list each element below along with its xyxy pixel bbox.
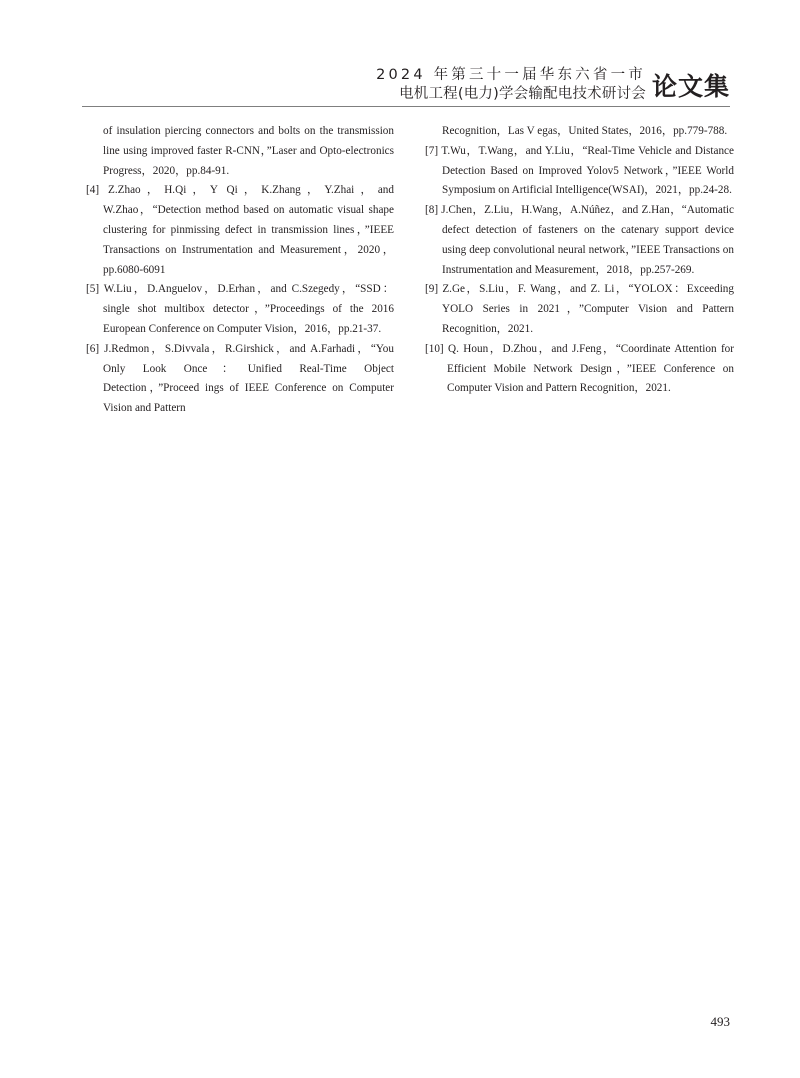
reference-4: [4] Z.Zhao，H.Qi，Y Qi，K.Zhang，Y.Zhai，and W.Zhao，“Detection method based on automatic visual shape clustering for pinmissing defect in transmission lines，”IEEE Transactions on Instrumentation and Measurement，2020，pp.6080-6091	[86, 184, 394, 276]
reference-6-continued: Recognition，Las V egas，United States，2016，pp.779-788.	[442, 125, 728, 137]
header-brand: 论文集	[651, 72, 730, 101]
running-header	[376, 66, 730, 104]
reference-10: [10] Q. Houn，D.Zhou，and J.Feng，“Coordinate Attention for Efficient Mobile Network Design，”IEEE Conference on Computer Vision and Pattern Recognition，2021.	[425, 342, 734, 395]
reference-5: [5] W.Liu，D.Anguelov，D.Erhan，and C.Szegedy，“SSD：single shot multibox detector，”Proceedings of the 2016 European Conference on Computer Vision，2016，pp.21-37.	[86, 283, 394, 335]
header-line-1: 2024 年第三十一届华东六省一市	[376, 67, 646, 83]
reference-8: [8] J.Chen，Z.Liu，H.Wang，A.Núñez，and Z.Han，“Automatic defect detection of fasteners on the catenary support device using deep convolutional neural network，”IEEE Transactions on Instrumentation and Measurement，2018，pp.257-269.	[425, 204, 734, 276]
header-title-block	[376, 66, 646, 104]
references-left-column	[86, 122, 394, 419]
header-line-2: 电机工程(电力)学会输配电技术研讨会	[399, 86, 646, 102]
header-rule	[82, 106, 730, 107]
references-right-column	[425, 122, 734, 399]
reference-3-continued: of insulation piercing connectors and bolts on the transmission line using improved faster R-CNN，”Laser and Opto-electronics Progress，2020，pp.84-91.	[103, 125, 394, 177]
reference-6: [6] J.Redmon，S.Divvala，R.Girshick，and A.Farhadi，“You Only Look Once：Unified Real-Time Object Detection，”Proceed ings of IEEE Conference on Computer Vision and Pattern	[86, 342, 394, 415]
reference-7: [7] T.Wu，T.Wang，and Y.Liu，“Real-Time Vehicle and Distance Detection Based on Improved Yolov5 Network，”IEEE World Symposium on Artificial Intelligence(WSAI)，2021，pp.24-28.	[425, 144, 734, 197]
page-number: 493	[710, 1014, 730, 1029]
reference-9: [9] Z.Ge，S.Liu，F. Wang，and Z. Li，“YOLOX：Exceeding YOLO Series in 2021，”Computer Vision and Pattern Recognition，2021.	[425, 283, 734, 335]
